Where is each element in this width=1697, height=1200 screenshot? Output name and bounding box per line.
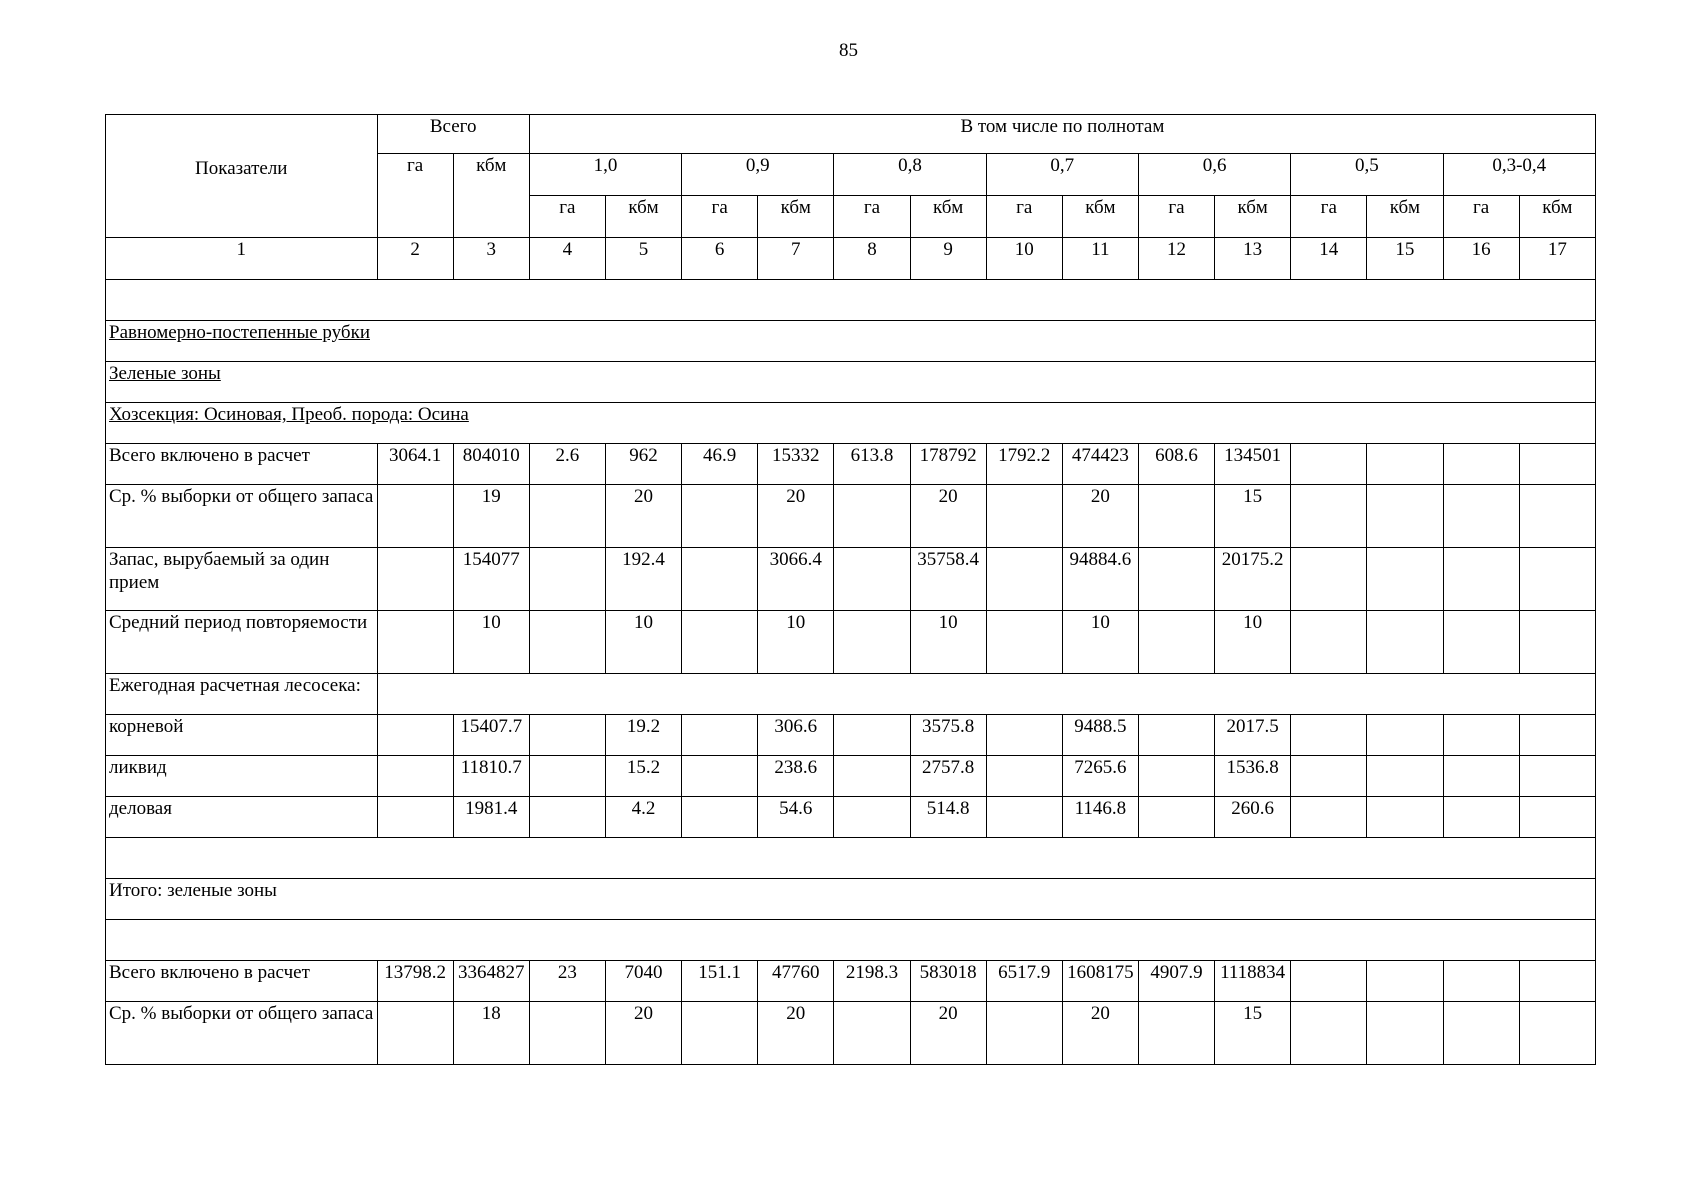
cell: 804010 — [453, 444, 529, 485]
row-label: Ср. % выборки от общего запаса — [106, 1002, 378, 1065]
header-unit-cbm: кбм — [1519, 196, 1595, 238]
cell — [682, 548, 758, 611]
cell — [1291, 961, 1367, 1002]
cell — [1519, 797, 1595, 838]
cell — [986, 548, 1062, 611]
cell: 306.6 — [758, 715, 834, 756]
header-unit-ha: га — [529, 196, 605, 238]
cell: 9488.5 — [1062, 715, 1138, 756]
header-row-1 — [106, 115, 1596, 154]
cell: 18 — [453, 1002, 529, 1065]
cell — [1443, 797, 1519, 838]
cell: 151.1 — [682, 961, 758, 1002]
row-label: Средний период повторяемости — [106, 611, 378, 674]
table-row — [106, 756, 1596, 797]
cell — [377, 756, 453, 797]
cell — [1291, 756, 1367, 797]
cell — [986, 485, 1062, 548]
spacer-row — [106, 838, 1596, 879]
cell — [1443, 548, 1519, 611]
cell: 47760 — [758, 961, 834, 1002]
cell — [1443, 1002, 1519, 1065]
header-unit-ha: га — [986, 196, 1062, 238]
cell — [682, 611, 758, 674]
column-number: 5 — [605, 238, 681, 280]
cell: 192.4 — [605, 548, 681, 611]
cell — [1138, 756, 1214, 797]
cell: 1981.4 — [453, 797, 529, 838]
cell: 20 — [1062, 485, 1138, 548]
header-unit-cbm: кбм — [910, 196, 986, 238]
cell — [986, 715, 1062, 756]
header-density: 0,5 — [1291, 154, 1443, 196]
row-label: Всего включено в расчет — [106, 961, 378, 1002]
table-row — [106, 715, 1596, 756]
annual-label: Ежегодная расчетная лесосека: — [106, 674, 378, 715]
cell — [377, 548, 453, 611]
header-by-density: В том числе по полнотам — [529, 115, 1595, 154]
cell — [1291, 797, 1367, 838]
cell: 15 — [1215, 1002, 1291, 1065]
header-unit-cbm: кбм — [1062, 196, 1138, 238]
row-label: Запас, вырубаемый за один прием — [106, 548, 378, 611]
cell: 11810.7 — [453, 756, 529, 797]
column-number: 10 — [986, 238, 1062, 280]
header-density: 0,8 — [834, 154, 986, 196]
cell — [1519, 961, 1595, 1002]
cell — [682, 797, 758, 838]
column-number: 6 — [682, 238, 758, 280]
cell: 2757.8 — [910, 756, 986, 797]
column-number: 12 — [1138, 238, 1214, 280]
column-number: 2 — [377, 238, 453, 280]
header-unit-cbm: кбм — [1215, 196, 1291, 238]
cell — [1367, 715, 1443, 756]
cell: 10 — [605, 611, 681, 674]
cell: 10 — [453, 611, 529, 674]
header-unit-ha: га — [1291, 196, 1367, 238]
section-row — [106, 403, 1596, 444]
row-label: корневой — [106, 715, 378, 756]
cell — [834, 611, 910, 674]
column-number: 3 — [453, 238, 529, 280]
cell — [1367, 548, 1443, 611]
column-number: 14 — [1291, 238, 1367, 280]
header-unit-cbm: кбм — [605, 196, 681, 238]
cell: 178792 — [910, 444, 986, 485]
cell — [1443, 611, 1519, 674]
cell — [1291, 1002, 1367, 1065]
cell — [834, 485, 910, 548]
cell: 2017.5 — [1215, 715, 1291, 756]
cell — [1443, 961, 1519, 1002]
cell — [834, 1002, 910, 1065]
cell — [1138, 1002, 1214, 1065]
cell: 1118834 — [1215, 961, 1291, 1002]
section-cut-type: Равномерно-постепенные рубки — [109, 322, 370, 343]
cell — [834, 797, 910, 838]
cell — [682, 715, 758, 756]
cell: 583018 — [910, 961, 986, 1002]
table-row — [106, 485, 1596, 548]
cell: 20 — [605, 1002, 681, 1065]
cell — [1367, 756, 1443, 797]
page-number: 85 — [839, 40, 858, 61]
cell: 20 — [758, 485, 834, 548]
cell — [834, 715, 910, 756]
row-label: ликвид — [106, 756, 378, 797]
cell — [1519, 611, 1595, 674]
cell: 20 — [758, 1002, 834, 1065]
header-unit-cbm: кбм — [758, 196, 834, 238]
cell — [1443, 756, 1519, 797]
cell: 15.2 — [605, 756, 681, 797]
cell — [1443, 444, 1519, 485]
cell: 4907.9 — [1138, 961, 1214, 1002]
section-zone: Зеленые зоны — [109, 363, 221, 384]
section-subtotal: Итого: зеленые зоны — [106, 879, 1596, 920]
cell — [1138, 715, 1214, 756]
cell: 7040 — [605, 961, 681, 1002]
section-row — [106, 879, 1596, 920]
cell: 10 — [758, 611, 834, 674]
cell — [1138, 611, 1214, 674]
cell: 514.8 — [910, 797, 986, 838]
cell — [1519, 1002, 1595, 1065]
cell — [986, 797, 1062, 838]
column-number: 1 — [106, 238, 378, 280]
cell — [1519, 715, 1595, 756]
cell: 2.6 — [529, 444, 605, 485]
cell — [529, 611, 605, 674]
spacer-cell — [106, 280, 1596, 321]
cell: 134501 — [1215, 444, 1291, 485]
cell: 154077 — [453, 548, 529, 611]
cell: 10 — [910, 611, 986, 674]
cell: 474423 — [1062, 444, 1138, 485]
section-row — [106, 674, 1596, 715]
cell — [1367, 444, 1443, 485]
cell — [1519, 485, 1595, 548]
table-row — [106, 611, 1596, 674]
column-number: 17 — [1519, 238, 1595, 280]
cell — [1519, 756, 1595, 797]
spacer-cell — [106, 920, 1596, 961]
header-density: 0,6 — [1138, 154, 1290, 196]
cell: 20 — [605, 485, 681, 548]
cell — [1291, 444, 1367, 485]
cell — [986, 756, 1062, 797]
cell — [1138, 548, 1214, 611]
cell: 6517.9 — [986, 961, 1062, 1002]
cell: 20 — [910, 485, 986, 548]
cell: 1536.8 — [1215, 756, 1291, 797]
cell — [377, 797, 453, 838]
cell — [1367, 797, 1443, 838]
row-label: Всего включено в расчет — [106, 444, 378, 485]
table-row — [106, 444, 1596, 485]
cell: 23 — [529, 961, 605, 1002]
header-total: Всего — [377, 115, 529, 154]
cell — [834, 548, 910, 611]
spacer-row — [106, 920, 1596, 961]
cell: 3066.4 — [758, 548, 834, 611]
cell — [682, 485, 758, 548]
table-row — [106, 548, 1596, 611]
cell: 19 — [453, 485, 529, 548]
spacer-cell — [106, 838, 1596, 879]
cell: 3364827 — [453, 961, 529, 1002]
cell: 15407.7 — [453, 715, 529, 756]
cell: 13798.2 — [377, 961, 453, 1002]
header-unit-ha: га — [1443, 196, 1519, 238]
cell — [377, 715, 453, 756]
cell — [529, 797, 605, 838]
cell: 1146.8 — [1062, 797, 1138, 838]
table-row — [106, 1002, 1596, 1065]
cell: 7265.6 — [1062, 756, 1138, 797]
section-row — [106, 321, 1596, 362]
cell: 10 — [1215, 611, 1291, 674]
cell: 3064.1 — [377, 444, 453, 485]
cell — [529, 485, 605, 548]
cell — [1291, 611, 1367, 674]
table-row — [106, 797, 1596, 838]
header-unit-cbm: кбм — [1367, 196, 1443, 238]
column-number: 9 — [910, 238, 986, 280]
header-density: 0,9 — [682, 154, 834, 196]
cell — [682, 756, 758, 797]
cell — [1138, 797, 1214, 838]
cell: 2198.3 — [834, 961, 910, 1002]
cell: 15332 — [758, 444, 834, 485]
header-unit-ha: га — [834, 196, 910, 238]
cell — [1138, 485, 1214, 548]
cell — [1443, 485, 1519, 548]
cell — [1291, 485, 1367, 548]
cell — [986, 611, 1062, 674]
section-hozsection: Хозсекция: Осиновая, Преоб. порода: Осина — [109, 404, 469, 425]
table-row — [106, 961, 1596, 1002]
cell: 19.2 — [605, 715, 681, 756]
row-label: деловая — [106, 797, 378, 838]
cell: 94884.6 — [1062, 548, 1138, 611]
column-number: 4 — [529, 238, 605, 280]
header-indicator: Показатели — [106, 115, 378, 238]
cell — [1367, 1002, 1443, 1065]
cell — [1367, 611, 1443, 674]
cell — [529, 548, 605, 611]
cell — [377, 485, 453, 548]
cell: 608.6 — [1138, 444, 1214, 485]
cell: 962 — [605, 444, 681, 485]
header-density: 0,3-0,4 — [1443, 154, 1596, 196]
cell — [1443, 715, 1519, 756]
column-number: 7 — [758, 238, 834, 280]
annual-label-fill — [377, 674, 1595, 715]
section-row — [106, 362, 1596, 403]
column-number: 16 — [1443, 238, 1519, 280]
header-unit-ha: га — [1138, 196, 1214, 238]
column-number-row — [106, 238, 1596, 280]
cell — [1367, 961, 1443, 1002]
cell — [1519, 548, 1595, 611]
cell — [1367, 485, 1443, 548]
cell — [1291, 548, 1367, 611]
cell — [986, 1002, 1062, 1065]
cell — [834, 756, 910, 797]
column-number: 11 — [1062, 238, 1138, 280]
cell: 20 — [910, 1002, 986, 1065]
cell: 1608175 — [1062, 961, 1138, 1002]
cell: 15 — [1215, 485, 1291, 548]
header-density: 0,7 — [986, 154, 1138, 196]
header-density: 1,0 — [529, 154, 681, 196]
column-number: 13 — [1215, 238, 1291, 280]
cell: 4.2 — [605, 797, 681, 838]
cell: 20175.2 — [1215, 548, 1291, 611]
cell: 3575.8 — [910, 715, 986, 756]
cell — [1519, 444, 1595, 485]
header-total-ha: га — [377, 154, 453, 238]
header-total-cbm: кбм — [453, 154, 529, 238]
column-number: 15 — [1367, 238, 1443, 280]
header-unit-ha: га — [682, 196, 758, 238]
cell — [529, 715, 605, 756]
cell — [529, 756, 605, 797]
row-label: Ср. % выборки от общего запаса — [106, 485, 378, 548]
cell — [529, 1002, 605, 1065]
cell: 238.6 — [758, 756, 834, 797]
cell — [377, 611, 453, 674]
cell — [377, 1002, 453, 1065]
cell: 20 — [1062, 1002, 1138, 1065]
column-number: 8 — [834, 238, 910, 280]
forest-cut-table — [105, 114, 1596, 1065]
cell: 54.6 — [758, 797, 834, 838]
cell: 613.8 — [834, 444, 910, 485]
cell: 260.6 — [1215, 797, 1291, 838]
cell: 10 — [1062, 611, 1138, 674]
spacer-row — [106, 280, 1596, 321]
cell: 1792.2 — [986, 444, 1062, 485]
cell — [1291, 715, 1367, 756]
cell — [682, 1002, 758, 1065]
cell: 35758.4 — [910, 548, 986, 611]
cell: 46.9 — [682, 444, 758, 485]
